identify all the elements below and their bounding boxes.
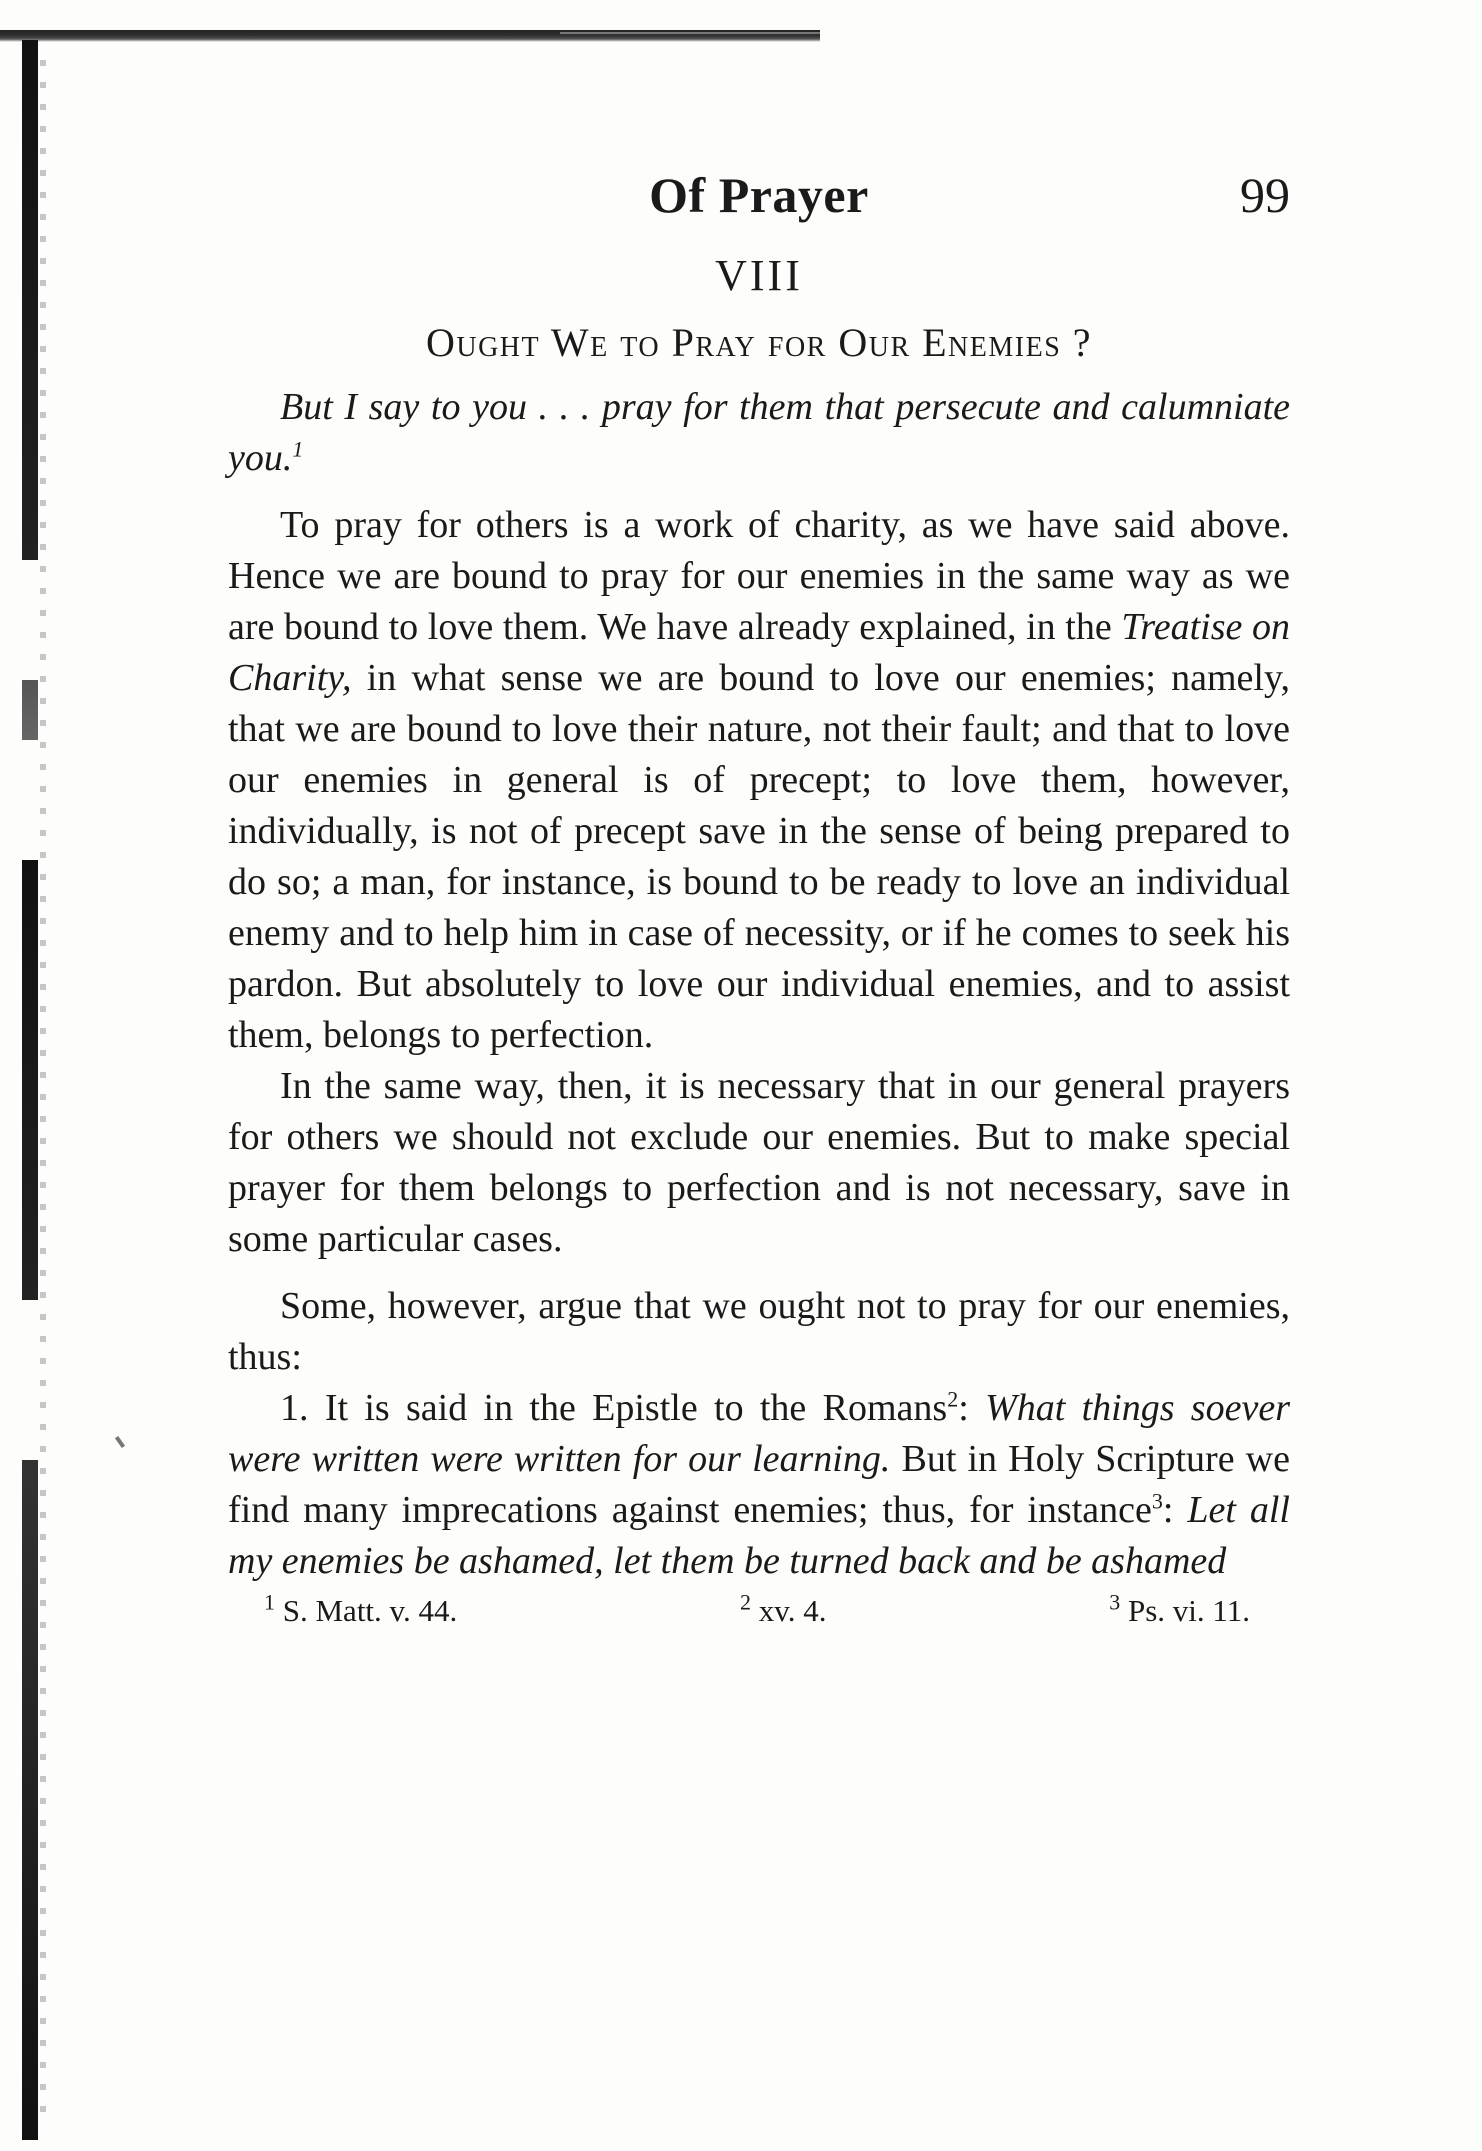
scripture-quote: What things soever were written were written for our learning.	[228, 1387, 1290, 1480]
footnote-ref: 1	[292, 436, 304, 462]
page-number: 99	[1240, 167, 1290, 223]
footnotes	[228, 1589, 1290, 1629]
binding-edge-shadow	[22, 40, 38, 2140]
paragraph-text: But in Holy Scripture we find many imprecations against enemies; thus, for instance	[228, 1438, 1290, 1531]
footnote-ref: 2	[947, 1386, 959, 1412]
epigraph-text: But I say to you . . . pray for them that persecute and calumniate you.	[228, 386, 1290, 479]
section-title: Ought We to Pray for Our Enemies ?	[425, 320, 1093, 365]
footnote-text: S. Matt. v. 44.	[282, 1593, 458, 1628]
footnote-mark: 3	[1109, 1589, 1121, 1615]
footnote	[1109, 1589, 1250, 1629]
running-head	[228, 166, 1290, 236]
paragraph-text: in what sense we are bound to love our enemies; namely, that we are bound to love their nature, not their fault; and that to love our enemies in general is of precept; to love them, however, individually, is not of precept save in the sense of being prepared to do so; a man, for instance, is bound to be ready to love an individual enemy and to help him in case of necessity, or if he comes to seek his pardon. But absolutely to love our individual enemies, and to assist them, belongs to perfection.	[228, 657, 1290, 1056]
section-number: VIII	[715, 251, 803, 300]
punctuation: :	[958, 1387, 986, 1429]
footnote	[264, 1589, 458, 1629]
epigraph	[228, 382, 1290, 484]
footnote	[740, 1589, 827, 1629]
paragraph	[228, 1061, 1290, 1265]
footnote-text: Ps. vi. 11.	[1127, 1593, 1250, 1628]
running-title: Of Prayer	[649, 167, 869, 223]
paragraph	[228, 500, 1290, 1061]
paragraph-text: Some, however, argue that we ought not to pray for our enemies, thus:	[228, 1285, 1290, 1378]
scripture-quote: Let all my enemies be ashamed, let them be turned back and be ashamed	[228, 1489, 1290, 1582]
work-title: Treatise on Charity,	[228, 606, 1290, 699]
punctuation: :	[1162, 1489, 1188, 1531]
footnote-mark: 1	[264, 1589, 275, 1615]
book-page	[228, 166, 1290, 1629]
top-border-rule-tail	[560, 32, 820, 34]
paragraph-text: 1. It is said in the Epistle to the Romans	[280, 1387, 948, 1429]
footnote-mark: 2	[740, 1589, 751, 1615]
scan-speck	[115, 1436, 125, 1448]
paragraph	[228, 1383, 1290, 1587]
paragraph-text: To pray for others is a work of charity, as we have said above. Hence we are bound to pray for our enemies in the same way as we are bound to love them. We have already explained, in the	[228, 504, 1290, 648]
footnote-ref: 3	[1151, 1488, 1163, 1514]
binding-edge-texture	[40, 60, 46, 2120]
paragraph-text: In the same way, then, it is necessary that in our general prayers for others we should not exclude our enemies. But to make special prayer for them belongs to perfection and is not necessary, save in some particular cases.	[228, 1065, 1290, 1260]
paragraph	[228, 1281, 1290, 1383]
footnote-text: xv. 4.	[758, 1593, 827, 1628]
top-border-rule	[0, 26, 820, 44]
body-text	[228, 500, 1290, 1587]
